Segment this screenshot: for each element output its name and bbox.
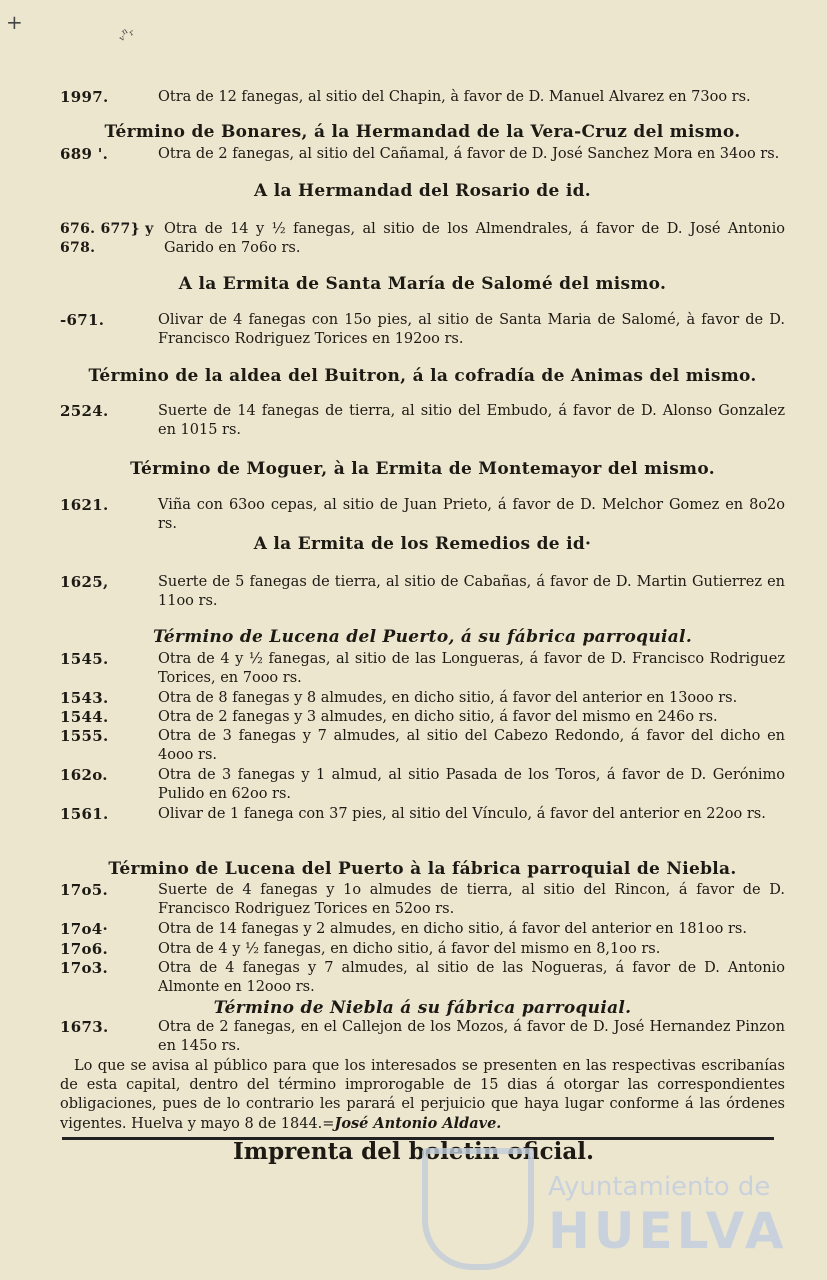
signature: José Antonio Aldave. [334,1115,502,1132]
heading-niebla: Término de Niebla á su fábrica parroquial. [213,998,632,1018]
entry-2524 [60,402,785,440]
closing-notice [60,1057,785,1134]
entry-676-677-678 [60,220,785,258]
entry-number: 17o6. [60,940,109,958]
heading-moguer: Término de Moguer, à la Ermita de Montemayor del mismo. [130,459,715,479]
corner-plus-mark: + [6,10,23,34]
entry-number: -671. [60,311,105,329]
corner-scribble-mark: ᵥⁿᵣ [115,23,138,45]
entry-number: 689 '. [60,145,109,163]
entry-number: 162o. [60,766,108,784]
entry-text: Otra de 2 fanegas, en el Callejon de los Mozos, á favor de D. José Hernandez Pinzon en 145o rs. [158,1019,785,1054]
entry-1997 [60,88,785,107]
entry-number: 676. 677} y 678. [60,221,154,256]
watermark-shield [422,1148,534,1270]
entry-number: 2524. [60,402,109,420]
entry-text: Otra de 2 fanegas, al sitio del Cañamal, á favor de D. José Sanchez Mora en 34oo rs. [158,146,780,162]
watermark-line1: Ayuntamiento de [548,1172,771,1202]
entry-1705 [60,881,785,919]
heading-lucena-niebla: Término de Lucena del Puerto à la fábrica parroquial de Niebla. [108,859,737,879]
entry-number: 1545. [60,650,109,668]
entry-1625 [60,573,785,611]
entry-text: Otra de 14 y ½ fanegas, al sitio de los Almendrales, á favor de D. José Antonio Garido en 7o6o rs. [164,221,785,256]
entry-text: Suerte de 4 fanegas y 1o almudes de tierra, al sitio del Rincon, á favor de D. Francisco Rodriguez Torices en 52oo rs. [158,882,785,917]
heading-bonares: Término de Bonares, á la Hermandad de la Vera-Cruz del mismo. [104,122,741,142]
entry-1706 [60,940,785,959]
entry-text: Otra de 12 fanegas, al sitio del Chapin, à favor de D. Manuel Alvarez en 73oo rs. [158,89,751,105]
entry-number: 1544. [60,708,109,726]
heading-salome: A la Ermita de Santa María de Salomé del mismo. [178,274,667,294]
entry-number: 17o5. [60,881,109,899]
entry-text: Suerte de 5 fanegas de tierra, al sitio de Cabañas, á favor de D. Martin Gutierrez en 11oo rs. [158,574,785,609]
entry-1704 [60,920,785,939]
entry-1561 [60,805,785,824]
entry-number: 1621. [60,496,109,514]
heading-rosario: A la Hermandad del Rosario de id. [254,181,591,201]
entry-671 [60,311,785,349]
entry-text: Suerte de 14 fanegas de tierra, al sitio del Embudo, á favor de D. Alonso Gonzalez en 1015 rs. [158,403,785,438]
entry-text: Otra de 2 fanegas y 3 almudes, en dicho sitio, á favor del mismo en 246o rs. [158,709,718,725]
entry-text: Olivar de 4 fanegas con 15o pies, al sitio de Santa Maria de Salomé, à favor de D. Francisco Rodriguez Torices en 192oo rs. [158,312,785,347]
entry-number: 17o4· [60,920,109,938]
entry-1620 [60,766,785,804]
entry-text: Otra de 4 y ½ fanegas, en dicho sitio, á favor del mismo en 8,1oo rs. [158,941,661,957]
entry-text: Otra de 8 fanegas y 8 almudes, en dicho sitio, á favor del anterior en 13ooo rs. [158,690,738,706]
entry-1673 [60,1018,785,1056]
entry-number: 1555. [60,727,109,745]
entry-text: Olivar de 1 fanega con 37 pies, al sitio del Vínculo, á favor del anterior en 22oo rs. [158,806,766,822]
entry-number: 1543. [60,689,109,707]
entry-text: Otra de 3 fanegas y 1 almud, al sitio Pasada de los Toros, á favor de D. Gerónimo Pulido en 62oo rs. [158,767,785,802]
entry-1545 [60,650,785,688]
entry-number: 1625, [60,573,109,591]
heading-buitron: Término de la aldea del Buitron, á la cofradía de Animas del mismo. [88,366,757,386]
entry-689 [60,145,785,164]
entry-1544 [60,708,785,727]
imprenta-footer: Imprenta del boletin oficial. [233,1138,594,1165]
entry-text: Otra de 4 y ½ fanegas, al sitio de las Longueras, á favor de D. Francisco Rodriguez Torices, en 7ooo rs. [158,651,785,686]
entry-text: Viña con 63oo cepas, al sitio de Juan Prieto, á favor de D. Melchor Gomez en 8o2o rs. [158,497,785,532]
entry-number: 1997. [60,88,109,106]
notice-text: Lo que se avisa al público para que los interesados se presenten en las respectivas escribanías de esta capital, dentro del término improrogable de 15 dias á otorgar las correspondientes obligaciones, pues de lo contrario les parará el perjuicio que haya lugar conforme á las órdenes vigentes. Huelva y mayo 8 de 1844.= [60,1058,785,1132]
entry-1555 [60,727,785,765]
entry-text: Otra de 14 fanegas y 2 almudes, en dicho sitio, á favor del anterior en 181oo rs. [158,921,747,937]
watermark-line2: HUELVA [548,1202,788,1260]
entry-text: Otra de 4 fanegas y 7 almudes, al sitio de las Nogueras, á favor de D. Antonio Almonte en 12ooo rs. [158,960,785,995]
entry-text: Otra de 3 fanegas y 7 almudes, al sitio del Cabezo Redondo, á favor del dicho en 4ooo rs. [158,728,785,763]
entry-number: 1673. [60,1018,109,1036]
entry-number: 17o3. [60,959,109,977]
entry-1703 [60,959,785,997]
heading-remedios: A la Ermita de los Remedios de id· [253,534,592,554]
entry-1543 [60,689,785,708]
entry-number: 1561. [60,805,109,823]
entry-1621 [60,496,785,534]
heading-lucena-su: Término de Lucena del Puerto, á su fábrica parroquial. [152,627,693,647]
